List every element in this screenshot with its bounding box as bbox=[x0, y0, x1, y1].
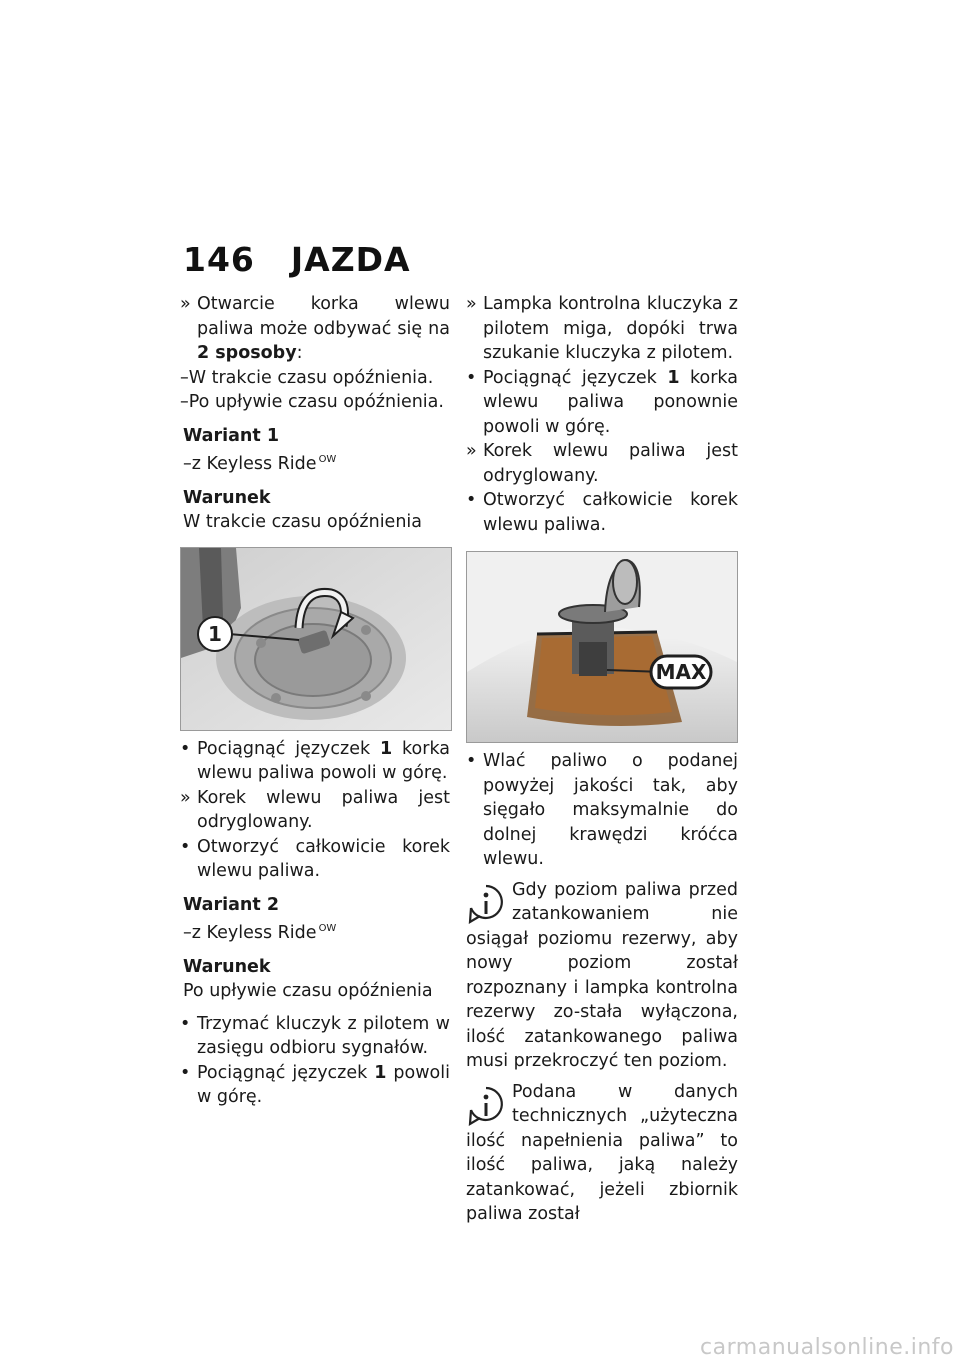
page-number: 146 bbox=[183, 240, 255, 279]
page-header bbox=[183, 240, 411, 279]
dash-marker: – bbox=[180, 367, 189, 388]
result-marker: » bbox=[180, 294, 191, 314]
fuel-filler-neck-illustration bbox=[466, 551, 738, 743]
fuel-cap-drawing bbox=[181, 548, 451, 730]
filler-neck-drawing bbox=[467, 552, 737, 742]
chapter-title: JAZDA bbox=[290, 240, 411, 279]
bullet-item-keep-key: • Trzymać kluczyk z pilotem w zasięgu odbioru sygnałów. bbox=[180, 1013, 450, 1058]
bullet-marker: • bbox=[180, 738, 191, 759]
variant-1-requirement: W trakcie czasu opóźnienia bbox=[183, 512, 423, 532]
result-item-unlocked: » Korek wlewu paliwa jest odryglowany. bbox=[180, 787, 450, 832]
variant-2-requirement: Po upływie czasu opóźnienia bbox=[183, 981, 433, 1001]
bullet-item-open-cap-2: • Otworzyć całkowicie korek wlewu paliwa. bbox=[466, 490, 738, 535]
result-item-intro: » Otwarcie korka wlewu paliwa może odbywać się na 2 sposoby: bbox=[180, 294, 450, 363]
callout-label-1: 1 bbox=[208, 621, 222, 646]
bullet-item-fill-fuel: • Wlać paliwo o podanej powyżej jakości tak, aby sięgało maksymalnie do dolnej krawędzi króćca wlewu. bbox=[466, 751, 738, 869]
result-marker: » bbox=[466, 441, 477, 461]
info-note-reserve: Gdy poziom paliwa przed zatankowaniem nie osiągał poziomu rezerwy, aby nowy poziom został rozpoznany i lampka kontrolna rezerwy zo-stała wyłączona, ilość zatankowanego paliwa musi przekroczyć ten poziom. bbox=[466, 879, 738, 1071]
bullet-item-open-cap: • Otworzyć całkowicie korek wlewu paliwa. bbox=[180, 836, 450, 881]
max-label: MAX bbox=[655, 660, 707, 684]
right-column bbox=[466, 292, 738, 1227]
bullet-item-pull-again: • Pociągnąć języczek 1 korka wlewu paliwa ponownie powoli w górę. bbox=[466, 367, 738, 437]
result-marker: » bbox=[180, 787, 191, 808]
bullet-marker: • bbox=[180, 1062, 191, 1083]
dash-marker: – bbox=[180, 392, 189, 412]
info-icon bbox=[466, 1084, 506, 1128]
info-note-capacity: Podana w danych technicznych „użyteczna ilość napełnienia paliwa” to ilość paliwa, jaką należy zatankować, jeżeli zbiornik paliwa został bbox=[466, 1081, 738, 1224]
variant-2-title: Wariant 2 bbox=[183, 894, 280, 915]
variant-1-condition: –z Keyless Ride $^{OW}$ bbox=[183, 454, 337, 474]
variant-1-requirement-title: Warunek bbox=[183, 487, 271, 508]
fuel-cap-illustration bbox=[180, 547, 452, 731]
result-marker: » bbox=[466, 294, 477, 314]
variant-2-requirement-title: Warunek bbox=[183, 956, 271, 977]
variant-2-condition: –z Keyless Ride $^{OW}$ bbox=[183, 923, 337, 943]
bullet-item-pull-tab: • Pociągnąć języczek 1 korka wlewu paliwa powoli w górę. bbox=[180, 738, 450, 783]
variant-1-title: Wariant 1 bbox=[183, 425, 280, 446]
bullet-marker: • bbox=[466, 490, 477, 510]
bullet-marker: • bbox=[180, 1013, 191, 1034]
left-column bbox=[180, 292, 450, 1110]
dash-item-1: –W trakcie czasu opóźnienia. bbox=[180, 367, 434, 388]
info-icon bbox=[466, 882, 506, 926]
bullet-item-pull-slowly: • Pociągnąć języczek 1 powoli w górę. bbox=[180, 1062, 450, 1107]
result-item-unlocked-2: » Korek wlewu paliwa jest odryglowany. bbox=[466, 441, 738, 486]
result-item-key-lamp: » Lampka kontrolna kluczyka z pilotem miga, dopóki trwa szukanie kluczyka z pilotem. bbox=[466, 294, 738, 363]
bullet-marker: • bbox=[466, 367, 477, 388]
watermark: carmanualsonline.info bbox=[700, 1335, 954, 1360]
bullet-marker: • bbox=[466, 751, 477, 771]
bullet-marker: • bbox=[180, 836, 191, 857]
dash-item-2: –Po upływie czasu opóźnienia. bbox=[180, 392, 444, 412]
